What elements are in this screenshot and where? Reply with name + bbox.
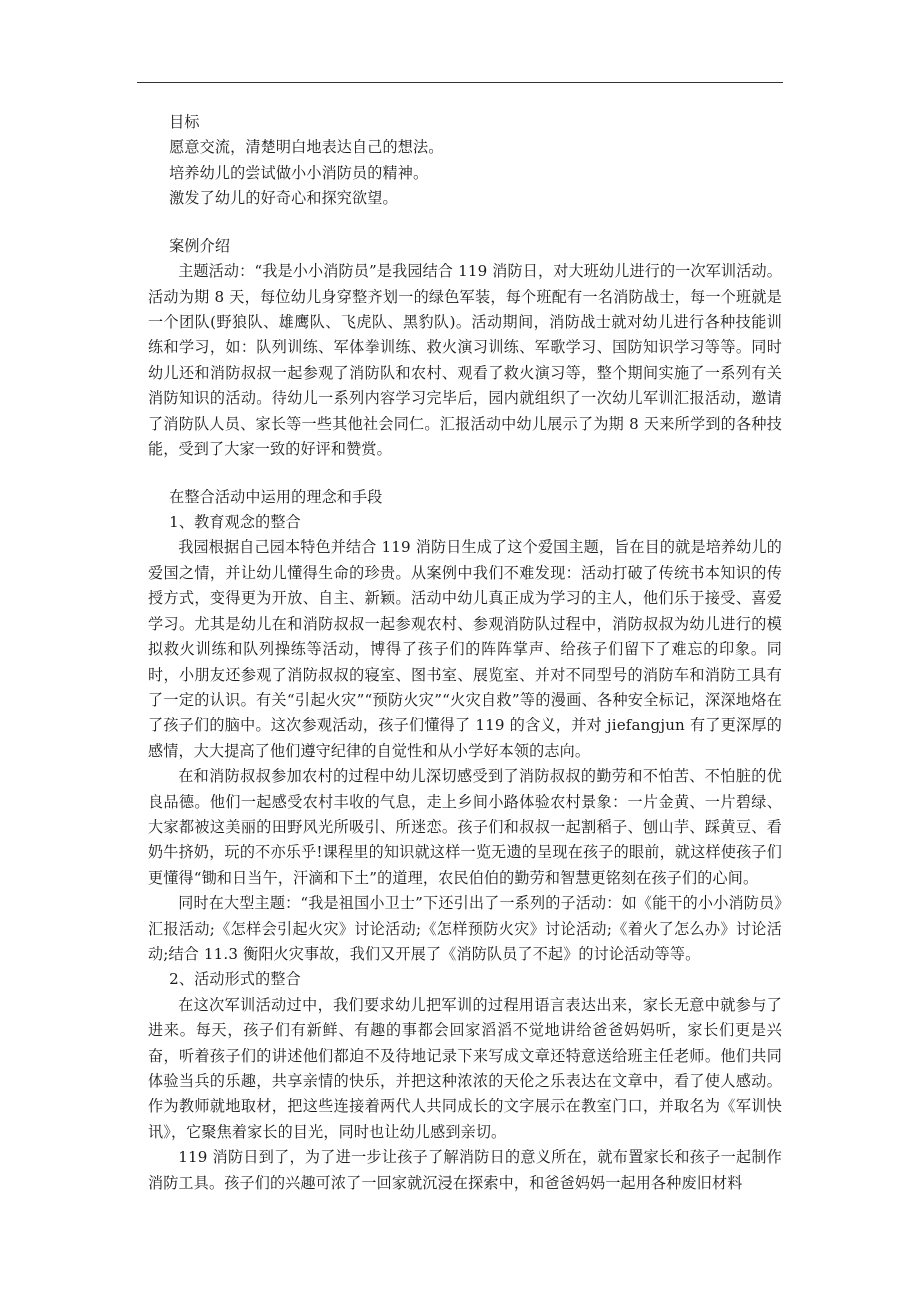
section-paragraph: 在这次军训活动过中，我们要求幼儿把军训的过程用语言表达出来，家长无意中就参与了进来。每天，孩子们有新鲜、有趣的事都会回家滔滔不觉地讲给爸爸妈妈听，家长们更是兴奋，听着孩子们的讲述他们都迫不及待地记录下来写成文章还特意送给班主任老师。他们共同体验当兵的乐趣，共享亲情的快乐，并把这种浓浓的天伦之乐表达在文章中，看了使人感动。作为教师就地取材，把这些连接着两代人共同成长的文字展示在教室门口，并取名为《军训快讯》，它聚焦着家长的目光，同时也让幼儿感到亲切。 (148, 995, 782, 1141)
header-rule (137, 82, 783, 83)
case-paragraph: 主题活动：“我是小小消防员”是我园结合 119 消防日，对大班幼儿进行的一次军训活动。活动为期 8 天，每位幼儿身穿整齐划一的绿色军装，每个班配有一名消防战士，每一个班就是一个团队(野狼队、雄鹰队、飞虎队、黑豹队)。活动期间，消防战士就对幼儿进行各种技能训练和学习，如：队列训练、军体拳训练、救火演习训练、军歌学习、国防知识学习等等。同时幼儿还和消防叔叔一起参观了消防队和农村、观看了救火演习等，整个期间实施了一系列有关消防知识的活动。待幼儿一系列内容学习完毕后，园内就组织了一次幼儿军训汇报活动，邀请了消防队人员、家长等一些其他社会同仁。汇报活动中幼儿展示了为期 8 天来所学到的各种技能，受到了大家一致的好评和赞赏。 (148, 262, 782, 459)
goal-item: 激发了幼儿的好奇心和探究欲望。 (169, 189, 398, 208)
section-paragraph: 我园根据自己园本特色并结合 119 消防日生成了这个爱国主题，旨在目的就是培养幼儿的爱国之情，并让幼儿懂得生命的珍贵。从案例中我们不难发现：活动打破了传统书本知识的传授方式，变得更为开放、自主、新颖。活动中幼儿真正成为学习的主人，他们乐于接受、喜爱学习。尤其是幼儿在和消防叔叔一起参观农村、参观消防队过程中，消防叔叔为幼儿进行的模拟救火训练和队列操练等活动，博得了孩子们的阵阵掌声、给孩子们留下了难忘的印象。同时，小朋友还参观了消防叔叔的寝室、图书室、展览室、并对不同型号的消防车和消防工具有了一定的认识。有关“引起火灾”“预防火灾”“火灾自救”等的漫画、各种安全标记，深深地烙在了孩子们的脑中。这次参观活动，孩子们懂得了 119 的含义，并对 jiefangjun 有了更深厚的感情，大大提高了他们遵守纪律的自觉性和从小学好本领的志向。 (148, 538, 782, 760)
spacer (148, 212, 782, 234)
section-title: 1、教育观念的整合 (169, 513, 301, 532)
spacer (148, 462, 782, 484)
case-heading: 案例介绍 (169, 236, 231, 255)
section-paragraph: 同时在大型主题：“我是祖国小卫士”下还引出了一系列的子活动：如《能干的小小消防员》汇报活动;《怎样会引起火灾》讨论活动;《怎样预防火灾》讨论活动;《着火了怎么办》讨论活动;结合 11.3 衡阳火灾事故，我们又开展了《消防队员了不起》的讨论活动等等。 (148, 894, 782, 963)
document-body (148, 110, 782, 1196)
integration-heading: 在整合活动中运用的理念和手段 (169, 487, 383, 506)
section-paragraph: 119 消防日到了，为了进一步让孩子了解消防日的意义所在，就布置家长和孩子一起制作消防工具。孩子们的兴趣可浓了一回家就沉浸在探索中，和爸爸妈妈一起用各种废旧材料 (148, 1148, 782, 1192)
goal-item: 培养幼儿的尝试做小小消防员的精神。 (169, 163, 429, 182)
goal-item: 愿意交流，清楚明白地表达自己的想法。 (169, 138, 444, 157)
goals-heading: 目标 (169, 113, 200, 131)
section-paragraph: 在和消防叔叔参加农村的过程中幼儿深切感受到了消防叔叔的勤劳和不怕苦、不怕脏的优良品德。他们一起感受农村丰收的气息，走上乡间小路体验农村景象：一片金黄、一片碧绿、大家都被这美丽的田野风光所吸引、所迷恋。孩子们和叔叔一起割稻子、刨山芋、踩黄豆、看奶牛挤奶，玩的不亦乐乎!课程里的知识就这样一览无遗的呈现在孩子的眼前，就这样使孩子们更懂得“锄和日当午，汗滴和下土”的道理，农民伯伯的勤劳和智慧更铭刻在孩子们的心间。 (148, 767, 782, 887)
section-title: 2、活动形式的整合 (169, 970, 301, 989)
